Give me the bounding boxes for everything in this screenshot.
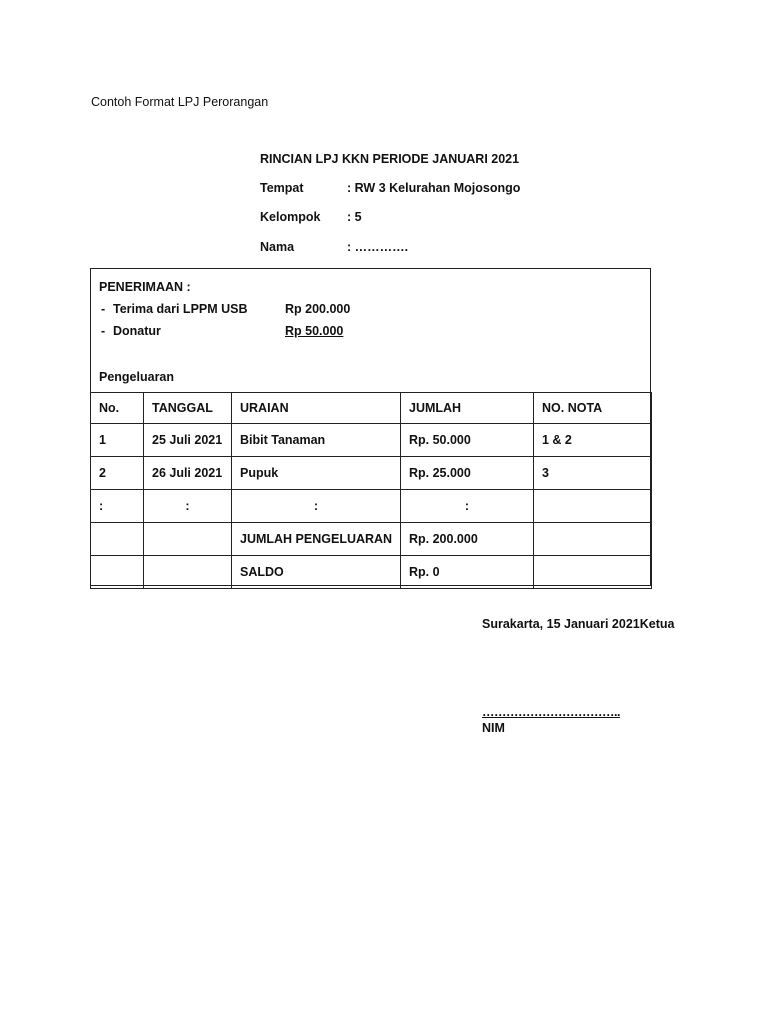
meta-label-kelompok: Kelompok [260,210,321,224]
penerimaan-dash: - [101,302,106,316]
nim-label: NIM [482,721,505,735]
meta-value-nama: : …………. [347,240,409,254]
report-title: RINCIAN LPJ KKN PERIODE JANUARI 2021 [260,152,520,166]
cell-empty [534,556,652,589]
table-row [91,490,652,523]
cell-no: : [91,490,144,523]
header-uraian: URAIAN [232,393,401,424]
penerimaan-dash: - [101,324,106,338]
meta-value-kelompok: : 5 [347,210,362,224]
header-no: No. [91,393,144,424]
cell-jumlah: : [401,490,534,523]
meta-label-nama: Nama [260,240,295,254]
cell-empty [534,523,652,556]
signature-line: …………………………….. [482,705,620,719]
cell-no: 1 [91,424,144,457]
saldo-label: SALDO [232,556,401,589]
cell-empty [91,556,144,589]
cell-uraian: : [232,490,401,523]
table-header-row [91,393,652,424]
cell-jumlah: Rp. 25.000 [401,457,534,490]
cell-jumlah: Rp. 50.000 [401,424,534,457]
cell-tanggal: 25 Juli 2021 [144,424,232,457]
cell-empty [144,523,232,556]
header-jumlah: JUMLAH [401,393,534,424]
document-title: Contoh Format LPJ Perorangan [91,95,269,109]
cell-uraian: Pupuk [232,457,401,490]
saldo-value: Rp. 0 [401,556,534,589]
meta-value-tempat: : RW 3 Kelurahan Mojosongo [347,181,521,195]
cell-no: 2 [91,457,144,490]
meta-label-tempat: Tempat [260,181,304,195]
penerimaan-item-amount: Rp 200.000 [285,302,351,316]
cell-empty [91,523,144,556]
expense-table [90,392,652,589]
header-tanggal: TANGGAL [144,393,232,424]
place-date: Surakarta, 15 Januari 2021Ketua [482,617,675,631]
table-row [91,424,652,457]
cell-empty [144,556,232,589]
total-label: JUMLAH PENGELUARAN [232,523,401,556]
cell-no-nota [534,490,652,523]
pengeluaran-title: Pengeluaran [99,370,175,384]
penerimaan-item-label: Terima dari LPPM USB [113,302,248,316]
saldo-row [91,556,652,589]
cell-no-nota: 1 & 2 [534,424,652,457]
total-value: Rp. 200.000 [401,523,534,556]
header-no-nota: NO. NOTA [534,393,652,424]
cell-uraian: Bibit Tanaman [232,424,401,457]
table-row [91,457,652,490]
cell-tanggal: 26 Juli 2021 [144,457,232,490]
total-row [91,523,652,556]
penerimaan-item-amount: Rp 50.000 [285,324,344,338]
penerimaan-title: PENERIMAAN : [99,280,191,294]
penerimaan-item-label: Donatur [113,324,161,338]
cell-tanggal: : [144,490,232,523]
cell-no-nota: 3 [534,457,652,490]
